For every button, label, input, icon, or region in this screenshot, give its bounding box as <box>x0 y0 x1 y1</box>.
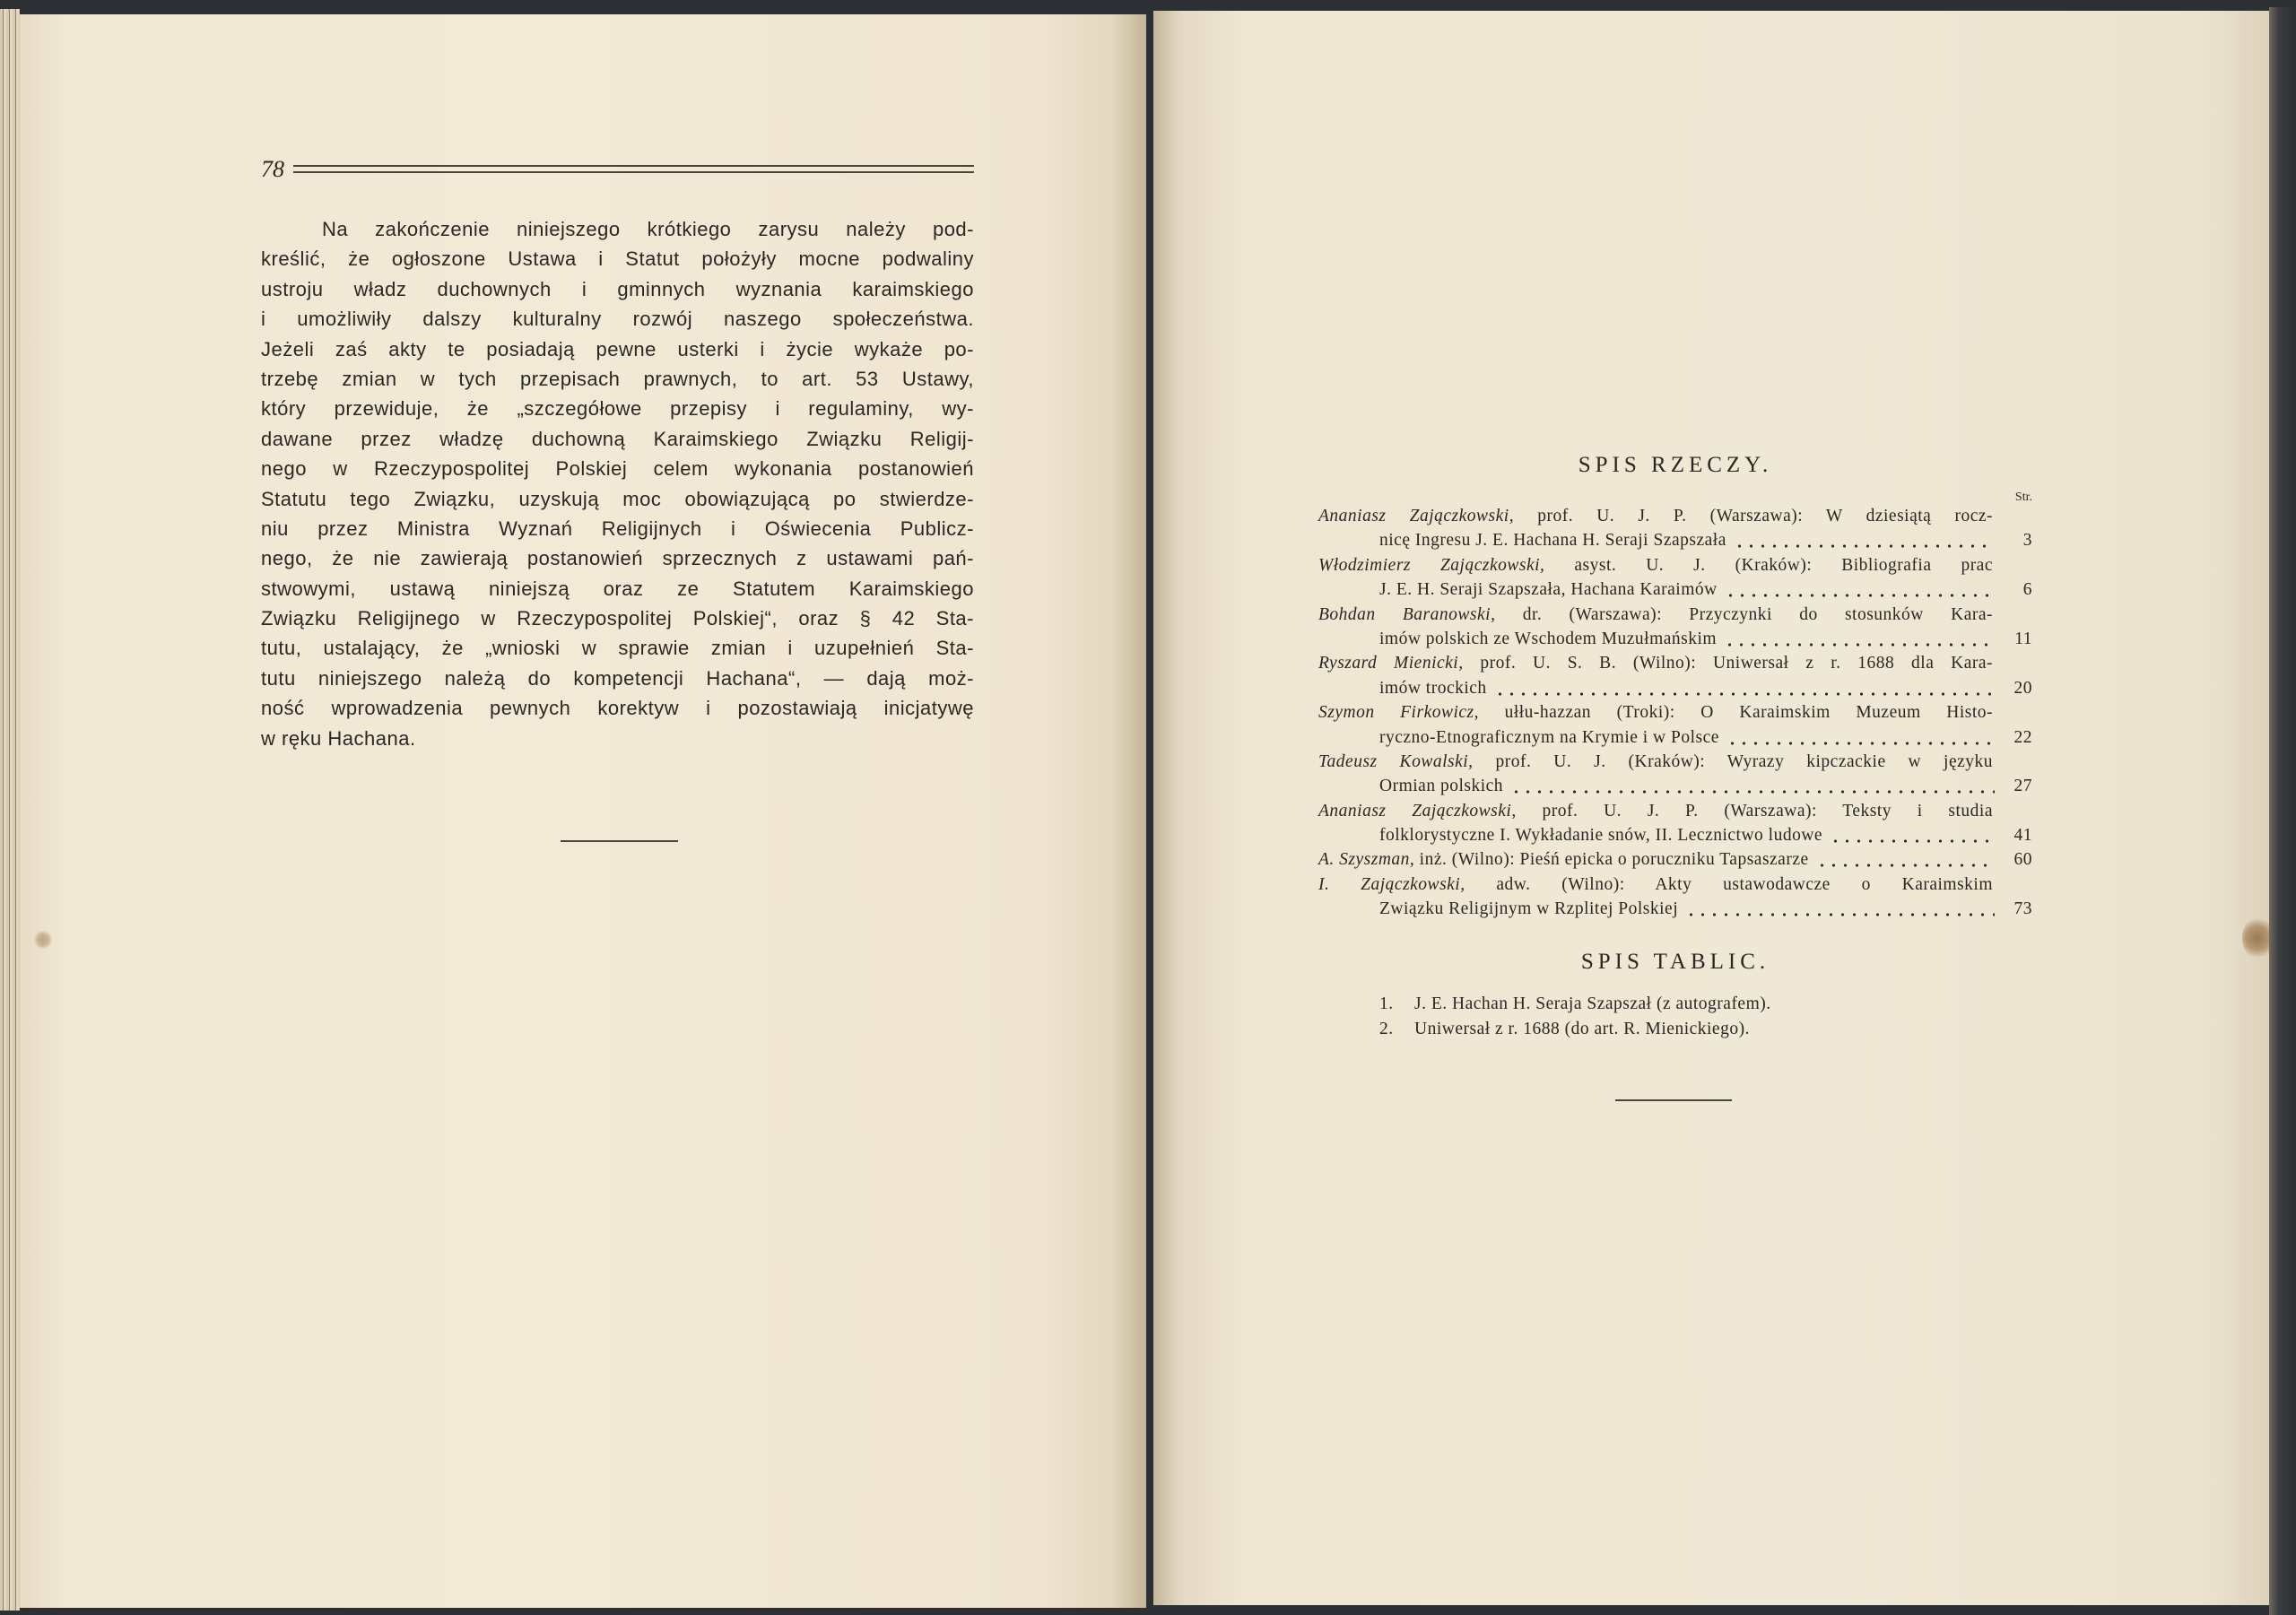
left-page <box>20 14 1146 1608</box>
text-line: Związku Religijnego w Rzeczypospolitej Polskiej“, oraz § 42 Sta- <box>261 607 974 630</box>
toc-entry-line <box>1379 725 2032 750</box>
text-line: tutu niniejszego należą do kompetencji Hachana“, — dają moż- <box>261 666 974 690</box>
dot-leader <box>1830 823 1995 847</box>
dot-leader <box>1725 577 1995 602</box>
list-item <box>1379 992 2007 1017</box>
toc-entry-line <box>1318 603 1993 627</box>
text-line: kreślić, że ogłoszone Ustawa i Statut położyły mocne podwaliny <box>261 247 974 271</box>
toc-entry-line <box>1379 676 2032 700</box>
plate-number: 1. <box>1379 994 1394 1013</box>
toc-entry-line <box>1318 504 1993 528</box>
text-line: tutu, ustalający, że „wnioski w sprawie zmian i uzupełnień Sta- <box>261 637 974 660</box>
text-line: stwowymi, ustawą niniejszą oraz ze Statutem Karaimskiego <box>261 577 974 600</box>
toc-title: prof. U. S. B. (Wilno): Uniwersał z r. 1688 dla Kara- <box>1480 654 1994 673</box>
toc-title: asyst. U. J. (Kraków): Bibliografia prac <box>1574 555 1993 575</box>
toc-entry-line <box>1318 651 1993 675</box>
toc-entry-line <box>1379 897 2032 921</box>
toc-entry-line <box>1318 799 1993 823</box>
toc-entry-line <box>1318 553 1993 577</box>
toc-author: Ananiasz Zajączkowski, <box>1318 801 1517 821</box>
paper-stain <box>34 931 52 949</box>
toc-author: Tadeusz Kowalski, <box>1318 751 1474 771</box>
text-line: ność wprowadzenia pewnych korektyw i pozostawiają inicjatywę <box>261 697 974 720</box>
text-line: niu przez Ministra Wyznań Religijnych i Oświecenia Publicz- <box>261 517 974 540</box>
right-page <box>1153 11 2269 1605</box>
toc-title-continued: J. E. H. Seraji Szapszała, Hachana Karaimów <box>1379 580 1718 600</box>
body-paragraph <box>261 214 974 753</box>
toc-entry-line <box>1379 627 2032 651</box>
dot-leader <box>1816 847 1995 872</box>
toc-entry-line <box>1379 823 2032 847</box>
dot-leader <box>1734 528 1995 552</box>
text-line: Na zakończenie niniejszego krótkiego zarysu należy pod- <box>322 218 974 240</box>
toc-page-number: 27 <box>2013 777 2032 796</box>
toc-title: inż. (Wilno): Pieśń epicka o poruczniku Tapsaszarze <box>1419 850 1809 870</box>
toc-title-continued: folklorystyczne I. Wykładanie snów, II. Lecznictwo ludowe <box>1379 826 1823 846</box>
plate-title: J. E. Hachan H. Seraja Szapszał (z autografem). <box>1414 994 1771 1013</box>
toc-page-number: 20 <box>2013 678 2032 698</box>
toc-page-number: 22 <box>2013 727 2032 747</box>
toc-author: Ryszard Mienicki, <box>1318 654 1464 673</box>
dot-leader <box>1494 676 1995 700</box>
page-stack-edge <box>0 9 20 1611</box>
toc-author: Ananiasz Zajączkowski, <box>1318 507 1515 525</box>
toc-author: Szymon Firkowicz, <box>1318 703 1480 723</box>
toc-heading: SPIS RZECZY. <box>1578 453 1773 477</box>
text-line: w ręku Hachana. <box>261 726 416 750</box>
plates-heading: SPIS TABLIC. <box>1580 950 1770 974</box>
toc-entry-line <box>1318 750 1993 774</box>
toc-author: Włodzimierz Zajączkowski, <box>1318 555 1545 575</box>
text-line: Statutu tego Związku, uzyskują moc obowiązującą po stwierdze- <box>261 487 974 510</box>
toc-entry-line <box>1318 700 1993 725</box>
plate-title: Uniwersał z r. 1688 (do art. R. Mienickiego). <box>1414 1020 1750 1038</box>
toc-title: prof. U. J. P. (Warszawa): Teksty i studia <box>1542 801 1994 821</box>
toc-page-number: 6 <box>2022 580 2032 600</box>
text-line: nego w Rzeczypospolitej Polskiej celem wykonania postanowień <box>261 457 974 481</box>
toc-page-number: 73 <box>2013 899 2032 919</box>
text-line: ustroju władz duchownych i gminnych wyznania karaimskiego <box>261 277 974 300</box>
plate-number: 2. <box>1379 1020 1394 1038</box>
paper-stain <box>2242 916 2273 959</box>
toc-title-continued: nicę Ingresu J. E. Hachana H. Seraji Szapszała <box>1379 531 1726 551</box>
toc-title: dr. (Warszawa): Przyczynki do stosunków Kara- <box>1522 604 1994 624</box>
header-double-rule <box>293 165 974 173</box>
text-line: trzebę zmian w tych przepisach prawnych, to art. 53 Ustawy, <box>261 367 974 390</box>
toc-title: prof. U. J. P. (Warszawa): W dziesiątą rocz- <box>1537 507 1993 525</box>
toc-entry-line <box>1318 847 2032 872</box>
toc-title: ułłu-hazzan (Troki): O Karaimskim Muzeum Histo- <box>1504 703 1993 723</box>
toc-page-number: 41 <box>2013 826 2032 846</box>
list-item <box>1379 1017 2007 1042</box>
toc-entry-line <box>1379 577 2032 602</box>
toc-title: prof. U. J. (Kraków): Wyrazy kipczackie w języku <box>1495 751 1994 771</box>
section-end-rule <box>561 840 678 842</box>
dot-leader <box>1510 774 1995 798</box>
dot-leader <box>1726 725 1995 750</box>
toc-title-continued: Ormian polskich <box>1379 777 1504 796</box>
text-line: Jeżeli zaś akty te posiadają pewne usterki i życie wykaże po- <box>261 337 974 360</box>
toc-title-continued: ryczno-Etnograficznym na Krymie i w Polsce <box>1379 727 1719 747</box>
text-line: i umożliwiły dalszy kulturalny rozwój naszego społeczeństwa. <box>261 308 974 331</box>
toc-entry-text <box>1318 847 1816 872</box>
toc-author: Bohdan Baranowski, <box>1318 604 1496 624</box>
toc-page-number: 3 <box>2022 531 2032 551</box>
toc-page-number: 11 <box>2014 629 2032 648</box>
text-line: dawane przez władzę duchowną Karaimskiego Związku Religij- <box>261 427 974 450</box>
page-column-label: Str. <box>2014 491 2032 504</box>
dot-leader <box>1685 897 1995 921</box>
toc-entry-line <box>1318 873 1993 897</box>
closing-rule <box>1615 1099 1732 1101</box>
book-cover-edge <box>2269 7 2296 1615</box>
toc-title: adw. (Wilno): Akty ustawodawcze o Karaimskim <box>1496 874 1994 894</box>
toc-author: I. Zajączkowski, <box>1318 874 1465 894</box>
page-number: 78 <box>261 156 284 182</box>
toc-page-number: 60 <box>2013 850 2032 870</box>
plates-list <box>1379 992 2007 1042</box>
dot-leader <box>1724 627 1995 651</box>
toc-title-continued: imów trockich <box>1379 678 1487 698</box>
text-line: który przewiduje, że „szczegółowe przepisy i regulaminy, wy- <box>261 397 974 421</box>
toc-entry-line <box>1379 774 2032 798</box>
toc-title-continued: imów polskich ze Wschodem Muzułmańskim <box>1379 629 1718 648</box>
toc-author: A. Szyszman, <box>1318 850 1415 870</box>
toc-title-continued: Związku Religijnym w Rzplitej Polskiej <box>1379 899 1679 919</box>
table-of-contents <box>1318 504 2032 922</box>
text-line: nego, że nie zawierają postanowień sprzecznych z ustawami pań- <box>261 547 974 570</box>
toc-entry-line <box>1379 528 2032 552</box>
